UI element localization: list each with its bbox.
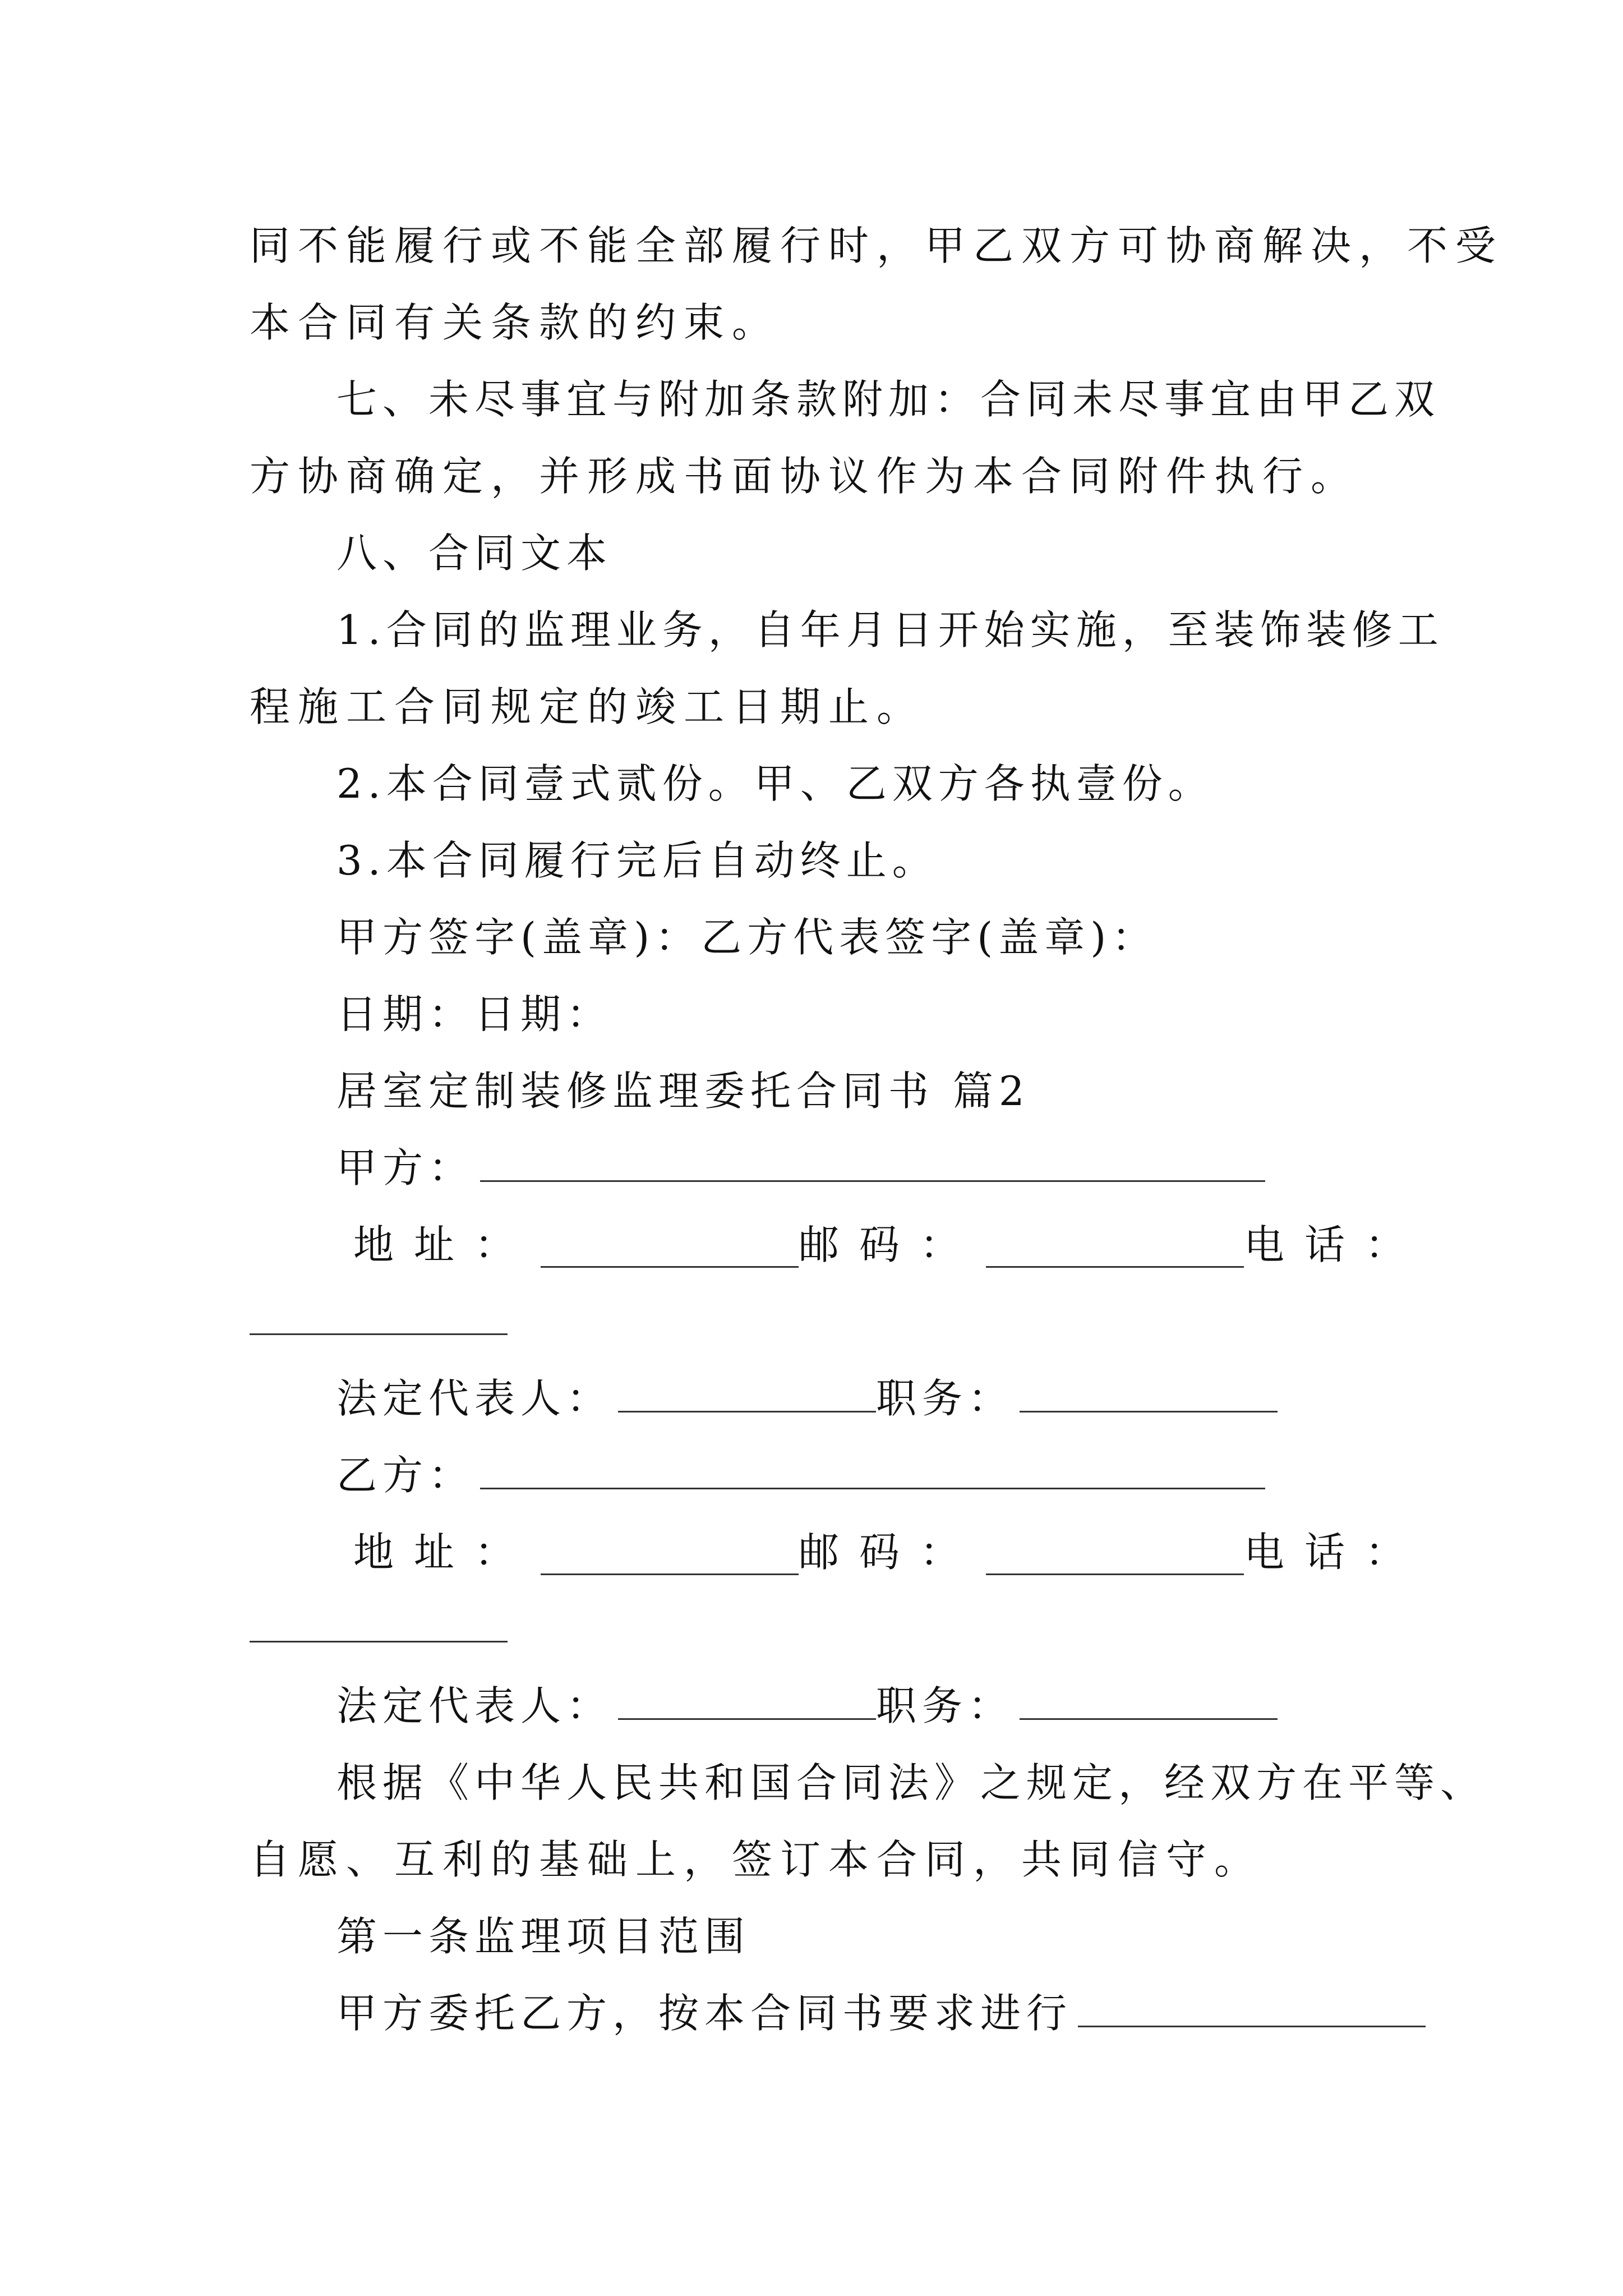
party-b-postcode [799,1513,1244,1591]
party-a-postcode [799,1205,1244,1284]
legal-rep-label: 法定代表人： [336,1375,613,1422]
article-one-text: 甲方委托乙方，按本合同书要求进行 [336,1990,1073,2037]
numbered-item: 3.本合同履行完后自动终止。 [336,837,938,884]
legal-rep-blank[interactable] [618,1367,876,1412]
paragraph-line: 程施工合同规定的竣工日期止。 [250,683,925,730]
clause-eight-heading: 八、合同文本 [336,530,613,577]
paragraph-line: 本合同有关条款的约束。 [250,299,781,346]
postcode-label: 邮码： [799,1529,981,1576]
party-a-label: 甲方： [336,1144,475,1191]
numbered-item: 1.合同的监理业务，自年月日开始实施，至装饰装修工 [336,606,1444,654]
address-label: 地址： [353,1529,536,1576]
phone-label: 电话： [1244,1529,1426,1576]
address-blank[interactable] [541,1222,799,1268]
phone-label: 电话： [1244,1221,1426,1268]
position-blank[interactable] [1020,1367,1278,1412]
signature-line: 甲方签字(盖章)：乙方代表签字(盖章)： [336,914,1158,961]
paragraph-line: 自愿、互利的基础上，签订本合同，共同信守。 [250,1836,1263,1883]
position-blank[interactable] [1020,1674,1278,1720]
party-b-representative-line [336,1667,1402,1745]
party-b-blank[interactable] [480,1444,1265,1489]
section-title: 居室定制装修监理委托合同书 篇2 [336,1068,1030,1115]
article-one-line [336,1974,1402,2053]
postcode-label: 邮码： [799,1221,981,1268]
paragraph-line: 方协商确定，并形成书面协议作为本合同附件执行。 [250,453,1359,500]
party-a-phone [1244,1205,1426,1284]
numbered-item: 2.本合同壹式贰份。甲、乙双方各执壹份。 [336,760,1214,807]
position-label: 职务： [876,1375,1015,1422]
clause-seven-line: 七、未尽事宜与附加条款附加：合同未尽事宜由甲乙双 [336,376,1441,423]
scope-blank[interactable] [1078,1982,1426,2027]
address-blank[interactable] [541,1530,799,1575]
legal-rep-blank[interactable] [618,1674,876,1720]
party-a-line [336,1129,1402,1207]
paragraph-line: 根据《中华人民共和国合同法》之规定，经双方在平等、 [336,1759,1487,1806]
party-a-representative-line [336,1359,1402,1438]
party-b-phone-blank[interactable] [250,1641,508,1642]
party-a-contact-row [353,1205,1426,1284]
postcode-blank[interactable] [986,1222,1244,1268]
party-b-line [336,1436,1402,1515]
paragraph-line: 同不能履行或不能全部履行时，甲乙双方可协商解决，不受 [250,222,1504,269]
date-line: 日期：日期： [336,991,613,1038]
address-label: 地址： [353,1221,536,1268]
party-a-phone-blank[interactable] [250,1333,508,1335]
article-one-heading: 第一条监理项目范围 [336,1913,751,1960]
party-b-phone [1244,1513,1426,1591]
legal-rep-label: 法定代表人： [336,1682,613,1729]
party-b-label: 乙方： [336,1452,475,1499]
position-label: 职务： [876,1682,1015,1729]
party-b-address [353,1513,799,1591]
party-a-blank[interactable] [480,1137,1265,1182]
party-b-contact-row [353,1513,1426,1591]
postcode-blank[interactable] [986,1530,1244,1575]
party-a-address [353,1205,799,1284]
